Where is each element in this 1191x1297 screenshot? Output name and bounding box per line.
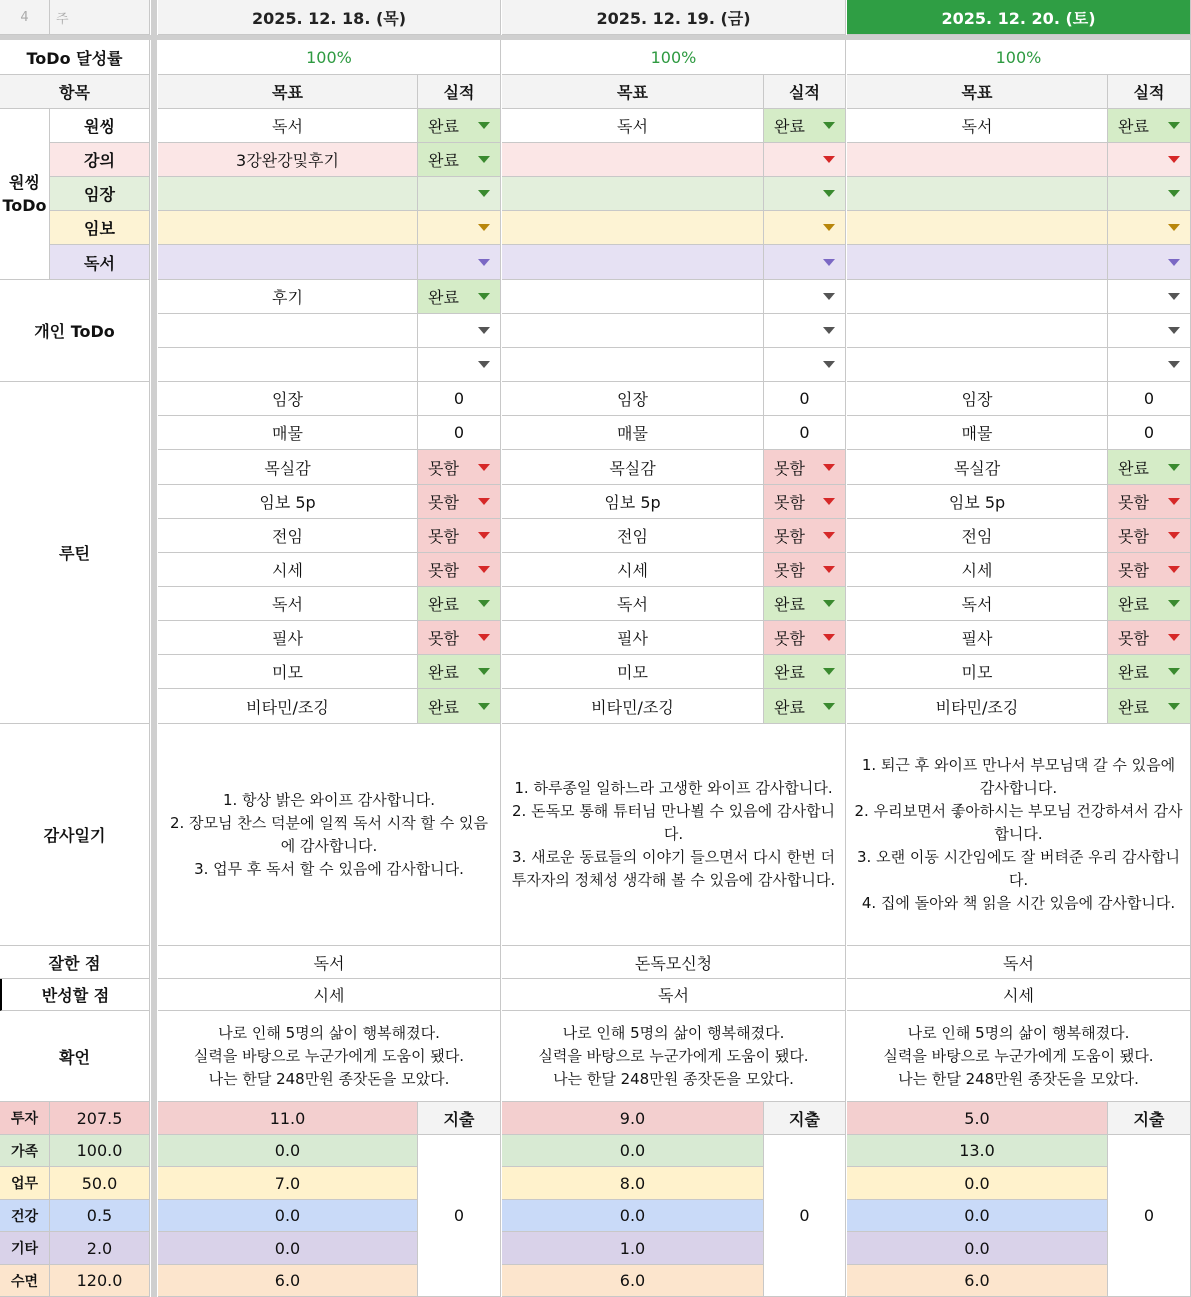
onesing-result-dropdown[interactable] — [1108, 143, 1191, 177]
good-label: 잘한 점 — [0, 946, 150, 979]
dropdown-value: 못함 — [1118, 629, 1149, 648]
personal-goal[interactable]: 후기 — [158, 280, 418, 314]
routine-result-dropdown[interactable] — [418, 450, 501, 485]
routine-name: 임장 — [502, 382, 764, 416]
routine-name: 임보 5p — [158, 485, 418, 519]
routine-name: 매물 — [847, 416, 1108, 450]
dropdown-value: 못함 — [1118, 561, 1149, 580]
routine-name: 비타민/조깅 — [158, 689, 418, 724]
personal-result-dropdown[interactable] — [764, 314, 846, 348]
time-category-total: 100.0 — [50, 1135, 150, 1167]
onesing-category: 임장 — [50, 177, 150, 211]
personal-result-dropdown[interactable] — [418, 280, 501, 314]
personal-goal[interactable] — [847, 348, 1108, 382]
routine-result-dropdown[interactable] — [418, 621, 501, 655]
dropdown-arrow-icon[interactable] — [1168, 703, 1180, 710]
time-value[interactable]: 6.0 — [502, 1265, 764, 1297]
time-value[interactable]: 0.0 — [847, 1232, 1108, 1265]
dropdown-value: 못함 — [774, 527, 805, 546]
achievement-percent: 100% — [158, 40, 501, 75]
onesing-result-dropdown[interactable] — [764, 143, 846, 177]
personal-goal[interactable] — [502, 348, 764, 382]
onesing-result-dropdown[interactable] — [418, 177, 501, 211]
routine-name: 미모 — [158, 655, 418, 689]
dropdown-arrow-icon[interactable] — [1168, 224, 1180, 231]
good-point[interactable]: 돈독모신청 — [502, 946, 846, 979]
affirm-label: 확언 — [0, 1011, 150, 1102]
dropdown-arrow-icon[interactable] — [478, 293, 490, 300]
routine-name: 필사 — [847, 621, 1108, 655]
dropdown-arrow-icon[interactable] — [478, 190, 490, 197]
dropdown-value: 완료 — [774, 663, 805, 682]
time-value[interactable]: 0.0 — [502, 1200, 764, 1232]
dropdown-arrow-icon[interactable] — [1168, 156, 1180, 163]
time-value[interactable]: 0.0 — [502, 1135, 764, 1167]
gratitude-label: 감사일기 — [0, 724, 150, 946]
onesing-result-dropdown[interactable] — [418, 211, 501, 245]
onesing-goal[interactable] — [847, 211, 1108, 245]
dropdown-value: 완료 — [774, 697, 805, 717]
personal-goal[interactable] — [847, 280, 1108, 314]
personal-result-dropdown[interactable] — [764, 280, 846, 314]
routine-name: 필사 — [158, 621, 418, 655]
routine-name: 필사 — [502, 621, 764, 655]
time-value[interactable]: 0.0 — [847, 1200, 1108, 1232]
dropdown-arrow-icon[interactable] — [478, 498, 490, 505]
routine-result-dropdown[interactable] — [764, 485, 846, 519]
dropdown-value: 못함 — [774, 561, 805, 580]
time-category-total: 120.0 — [50, 1265, 150, 1297]
dropdown-value: 못함 — [428, 493, 459, 512]
expense-label: 지출 — [1108, 1102, 1191, 1135]
dropdown-arrow-icon[interactable] — [1168, 293, 1180, 300]
dropdown-value: 완료 — [428, 151, 459, 170]
dropdown-arrow-icon[interactable] — [478, 566, 490, 573]
time-value[interactable]: 7.0 — [158, 1167, 418, 1200]
dropdown-value: 완료 — [428, 288, 459, 307]
dropdown-arrow-icon[interactable] — [823, 532, 835, 539]
onesing-goal[interactable] — [502, 245, 764, 280]
onesing-category: 원씽 — [50, 109, 150, 143]
time-value[interactable]: 1.0 — [502, 1232, 764, 1265]
achievement-label: ToDo 달성률 — [0, 40, 150, 75]
routine-result-dropdown[interactable] — [418, 587, 501, 621]
time-category-label: 업무 — [0, 1167, 50, 1200]
onesing-goal[interactable]: 독서 — [158, 109, 418, 143]
routine-result-dropdown[interactable] — [764, 655, 846, 689]
dropdown-arrow-icon[interactable] — [823, 498, 835, 505]
dropdown-value: 완료 — [774, 117, 805, 136]
result-header: 실적 — [1108, 75, 1191, 109]
dropdown-value: 못함 — [1118, 493, 1149, 512]
routine-result-dropdown[interactable] — [764, 587, 846, 621]
onesing-goal[interactable] — [502, 211, 764, 245]
time-category-label: 투자 — [0, 1102, 50, 1135]
onesing-goal[interactable]: 독서 — [502, 109, 764, 143]
time-category-total: 207.5 — [50, 1102, 150, 1135]
routine-result-dropdown[interactable] — [1108, 621, 1191, 655]
routine-result-dropdown[interactable] — [1108, 553, 1191, 587]
dropdown-arrow-icon[interactable] — [478, 122, 490, 129]
time-value[interactable]: 8.0 — [502, 1167, 764, 1200]
dropdown-value: 완료 — [428, 697, 459, 717]
personal-goal[interactable] — [158, 348, 418, 382]
onesing-goal[interactable] — [158, 245, 418, 280]
time-category-label: 가족 — [0, 1135, 50, 1167]
personal-result-dropdown[interactable] — [418, 314, 501, 348]
routine-name: 시세 — [158, 553, 418, 587]
dropdown-value: 완료 — [1118, 697, 1149, 717]
time-value[interactable]: 0.0 — [158, 1200, 418, 1232]
dropdown-value: 완료 — [1118, 663, 1149, 682]
dropdown-arrow-icon[interactable] — [1168, 634, 1180, 641]
onesing-category: 강의 — [50, 143, 150, 177]
dropdown-arrow-icon[interactable] — [823, 703, 835, 710]
routine-result-dropdown[interactable] — [418, 689, 501, 724]
dropdown-arrow-icon[interactable] — [478, 361, 490, 368]
date-header[interactable]: 2025. 12. 19. (금) — [502, 0, 846, 35]
routine-name: 미모 — [847, 655, 1108, 689]
onesing-result-dropdown[interactable] — [764, 177, 846, 211]
dropdown-value: 완료 — [428, 117, 459, 136]
good-point[interactable]: 독서 — [847, 946, 1191, 979]
dropdown-arrow-icon[interactable] — [823, 464, 835, 471]
time-value[interactable]: 0.0 — [158, 1232, 418, 1265]
dropdown-arrow-icon[interactable] — [1168, 327, 1180, 334]
week-number: 4 — [0, 0, 50, 35]
goal-header: 목표 — [847, 75, 1108, 109]
dropdown-value: 못함 — [774, 458, 805, 478]
routine-name: 비타민/조깅 — [847, 689, 1108, 724]
dropdown-arrow-icon[interactable] — [823, 156, 835, 163]
onesing-todo-label: 원씽 ToDo — [0, 109, 50, 280]
routine-name: 임장 — [158, 382, 418, 416]
routine-name: 비타민/조깅 — [502, 689, 764, 724]
dropdown-value: 못함 — [774, 629, 805, 648]
dropdown-value: 못함 — [428, 527, 459, 546]
dropdown-arrow-icon[interactable] — [823, 224, 835, 231]
dropdown-value: 못함 — [428, 629, 459, 648]
dropdown-arrow-icon[interactable] — [478, 259, 490, 266]
time-category-label: 건강 — [0, 1200, 50, 1232]
time-value[interactable]: 5.0 — [847, 1102, 1108, 1135]
dropdown-arrow-icon[interactable] — [1168, 566, 1180, 573]
routine-label: 루틴 — [0, 382, 150, 724]
expense-value[interactable]: 0 — [764, 1135, 846, 1297]
time-value[interactable]: 6.0 — [847, 1265, 1108, 1297]
affirmation[interactable]: 나로 인해 5명의 삶이 행복해졌다. 실력을 바탕으로 누군가에게 도움이 됐다. 나는 한달 248만원 종잣돈을 모았다. — [158, 1011, 501, 1102]
onesing-goal[interactable]: 독서 — [847, 109, 1108, 143]
time-value[interactable]: 0.0 — [158, 1135, 418, 1167]
onesing-goal[interactable] — [847, 143, 1108, 177]
routine-result-dropdown[interactable] — [764, 621, 846, 655]
dropdown-value: 완료 — [1118, 117, 1149, 136]
routine-result-dropdown[interactable] — [418, 655, 501, 689]
onesing-result-dropdown[interactable] — [1108, 245, 1191, 280]
dropdown-arrow-icon[interactable] — [478, 532, 490, 539]
dropdown-arrow-icon[interactable] — [823, 122, 835, 129]
dropdown-value: 완료 — [1118, 458, 1149, 478]
item-header: 항목 — [0, 75, 150, 109]
onesing-result-dropdown[interactable] — [764, 211, 846, 245]
routine-count[interactable]: 0 — [418, 382, 501, 416]
dropdown-arrow-icon[interactable] — [823, 361, 835, 368]
dropdown-arrow-icon[interactable] — [823, 600, 835, 607]
routine-name: 전임 — [847, 519, 1108, 553]
personal-todo-label: 개인 ToDo — [0, 280, 150, 382]
reflect-point[interactable]: 독서 — [502, 979, 846, 1011]
routine-name: 임보 5p — [502, 485, 764, 519]
time-category-total: 0.5 — [50, 1200, 150, 1232]
time-value[interactable]: 0.0 — [847, 1167, 1108, 1200]
dropdown-arrow-icon[interactable] — [823, 668, 835, 675]
dropdown-arrow-icon[interactable] — [823, 566, 835, 573]
dropdown-value: 완료 — [1118, 595, 1149, 614]
personal-result-dropdown[interactable] — [1108, 280, 1191, 314]
gratitude-journal[interactable]: 1. 항상 밝은 와이프 감사합니다. 2. 장모님 찬스 덕분에 일찍 독서 시작 할 수 있음에 감사합니다. 3. 업무 후 독서 할 수 있음에 감사합니다. — [158, 724, 501, 946]
onesing-result-dropdown[interactable] — [1108, 211, 1191, 245]
personal-result-dropdown[interactable] — [418, 348, 501, 382]
onesing-result-dropdown[interactable] — [764, 245, 846, 280]
affirmation[interactable]: 나로 인해 5명의 삶이 행복해졌다. 실력을 바탕으로 누군가에게 도움이 됐다. 나는 한달 248만원 종잣돈을 모았다. — [847, 1011, 1191, 1102]
routine-count[interactable]: 0 — [764, 382, 846, 416]
expense-label: 지출 — [418, 1102, 501, 1135]
date-header[interactable]: 2025. 12. 18. (목) — [158, 0, 501, 35]
dropdown-arrow-icon[interactable] — [478, 703, 490, 710]
routine-result-dropdown[interactable] — [1108, 689, 1191, 724]
routine-result-dropdown[interactable] — [1108, 485, 1191, 519]
routine-name: 목실감 — [847, 450, 1108, 485]
routine-name: 매물 — [158, 416, 418, 450]
reflect-point[interactable]: 시세 — [847, 979, 1191, 1011]
routine-result-dropdown[interactable] — [1108, 519, 1191, 553]
routine-name: 독서 — [158, 587, 418, 621]
time-category-total: 2.0 — [50, 1232, 150, 1265]
week-label: 주 — [50, 0, 150, 35]
gratitude-journal[interactable]: 1. 퇴근 후 와이프 만나서 부모님댁 갈 수 있음에 감사합니다. 2. 우리보면서 좋아하시는 부모님 건강하셔서 감사합니다. 3. 오랜 이동 시간임에도 잘 버텨준 우리 감사합니다. 4. 집에 돌아와 책 읽을 시간 있음에 감사합니다. — [847, 724, 1191, 946]
onesing-goal[interactable] — [847, 245, 1108, 280]
dropdown-arrow-icon[interactable] — [478, 464, 490, 471]
dropdown-arrow-icon[interactable] — [1168, 122, 1180, 129]
routine-result-dropdown[interactable] — [1108, 587, 1191, 621]
onesing-goal[interactable] — [502, 177, 764, 211]
reflect-label: 반성할 점 — [0, 979, 150, 1011]
routine-name: 시세 — [847, 553, 1108, 587]
dropdown-value: 못함 — [428, 458, 459, 478]
onesing-goal[interactable] — [158, 211, 418, 245]
dropdown-arrow-icon[interactable] — [478, 327, 490, 334]
dropdown-arrow-icon[interactable] — [823, 293, 835, 300]
routine-name: 독서 — [502, 587, 764, 621]
time-value[interactable]: 13.0 — [847, 1135, 1108, 1167]
routine-count[interactable]: 0 — [1108, 382, 1191, 416]
personal-result-dropdown[interactable] — [1108, 348, 1191, 382]
expense-value[interactable]: 0 — [1108, 1135, 1191, 1297]
routine-name: 미모 — [502, 655, 764, 689]
time-value[interactable]: 11.0 — [158, 1102, 418, 1135]
dropdown-arrow-icon[interactable] — [823, 327, 835, 334]
dropdown-arrow-icon[interactable] — [1168, 361, 1180, 368]
dropdown-arrow-icon[interactable] — [1168, 464, 1180, 471]
dropdown-value: 완료 — [428, 595, 459, 614]
dropdown-arrow-icon[interactable] — [478, 634, 490, 641]
dropdown-value: 못함 — [1118, 527, 1149, 546]
good-point[interactable]: 독서 — [158, 946, 501, 979]
expense-label: 지출 — [764, 1102, 846, 1135]
dropdown-arrow-icon[interactable] — [1168, 259, 1180, 266]
onesing-result-dropdown[interactable] — [1108, 109, 1191, 143]
routine-name: 임장 — [847, 382, 1108, 416]
routine-name: 전임 — [502, 519, 764, 553]
routine-result-dropdown[interactable] — [418, 485, 501, 519]
result-header: 실적 — [418, 75, 501, 109]
routine-result-dropdown[interactable] — [764, 553, 846, 587]
routine-result-dropdown[interactable] — [1108, 450, 1191, 485]
onesing-category: 독서 — [50, 245, 150, 280]
achievement-percent: 100% — [847, 40, 1191, 75]
onesing-result-dropdown[interactable] — [418, 245, 501, 280]
dropdown-arrow-icon[interactable] — [478, 668, 490, 675]
routine-name: 독서 — [847, 587, 1108, 621]
personal-result-dropdown[interactable] — [1108, 314, 1191, 348]
achievement-percent: 100% — [502, 40, 846, 75]
time-category-total: 50.0 — [50, 1167, 150, 1200]
dropdown-value: 못함 — [774, 493, 805, 512]
routine-name: 시세 — [502, 553, 764, 587]
routine-count[interactable]: 0 — [764, 416, 846, 450]
dropdown-arrow-icon[interactable] — [478, 156, 490, 163]
onesing-result-dropdown[interactable] — [1108, 177, 1191, 211]
personal-goal[interactable] — [502, 280, 764, 314]
date-header[interactable]: 2025. 12. 20. (토) — [847, 0, 1191, 35]
onesing-result-dropdown[interactable] — [418, 143, 501, 177]
personal-result-dropdown[interactable] — [764, 348, 846, 382]
dropdown-value: 못함 — [428, 561, 459, 580]
expense-value[interactable]: 0 — [418, 1135, 501, 1297]
routine-result-dropdown[interactable] — [764, 519, 846, 553]
routine-result-dropdown[interactable] — [418, 519, 501, 553]
dropdown-arrow-icon[interactable] — [823, 190, 835, 197]
gratitude-journal[interactable]: 1. 하루종일 일하느라 고생한 와이프 감사합니다. 2. 돈독모 통해 튜터님 만나뵐 수 있음에 감사합니다. 3. 새로운 동료들의 이야기 들으면서 다시 한번 더 투자자의 정체성 생각해 볼 수 있음에 감사합니다. — [502, 724, 846, 946]
onesing-result-dropdown[interactable] — [764, 109, 846, 143]
routine-name: 전임 — [158, 519, 418, 553]
routine-name: 임보 5p — [847, 485, 1108, 519]
dropdown-arrow-icon[interactable] — [823, 259, 835, 266]
goal-header: 목표 — [502, 75, 764, 109]
dropdown-arrow-icon[interactable] — [1168, 190, 1180, 197]
dropdown-arrow-icon[interactable] — [1168, 668, 1180, 675]
routine-name: 매물 — [502, 416, 764, 450]
onesing-result-dropdown[interactable] — [418, 109, 501, 143]
onesing-category: 임보 — [50, 211, 150, 245]
routine-result-dropdown[interactable] — [418, 553, 501, 587]
routine-name: 목실감 — [158, 450, 418, 485]
onesing-goal[interactable] — [847, 177, 1108, 211]
routine-name: 목실감 — [502, 450, 764, 485]
time-value[interactable]: 9.0 — [502, 1102, 764, 1135]
goal-header: 목표 — [158, 75, 418, 109]
routine-count[interactable]: 0 — [418, 416, 501, 450]
personal-goal[interactable] — [847, 314, 1108, 348]
routine-result-dropdown[interactable] — [764, 689, 846, 724]
result-header: 실적 — [764, 75, 846, 109]
routine-result-dropdown[interactable] — [764, 450, 846, 485]
personal-goal[interactable] — [502, 314, 764, 348]
dropdown-arrow-icon[interactable] — [1168, 498, 1180, 505]
dropdown-arrow-icon[interactable] — [1168, 600, 1180, 607]
time-category-label: 수면 — [0, 1265, 50, 1297]
dropdown-arrow-icon[interactable] — [1168, 532, 1180, 539]
column-separator — [151, 0, 157, 1297]
affirmation[interactable]: 나로 인해 5명의 삶이 행복해졌다. 실력을 바탕으로 누군가에게 도움이 됐다. 나는 한달 248만원 종잣돈을 모았다. — [502, 1011, 846, 1102]
routine-result-dropdown[interactable] — [1108, 655, 1191, 689]
time-category-label: 기타 — [0, 1232, 50, 1265]
personal-goal[interactable] — [158, 314, 418, 348]
onesing-goal[interactable] — [158, 177, 418, 211]
dropdown-arrow-icon[interactable] — [823, 634, 835, 641]
time-value[interactable]: 6.0 — [158, 1265, 418, 1297]
dropdown-value: 완료 — [428, 663, 459, 682]
onesing-goal[interactable] — [502, 143, 764, 177]
onesing-goal[interactable]: 3강완강및후기 — [158, 143, 418, 177]
reflect-point[interactable]: 시세 — [158, 979, 501, 1011]
dropdown-arrow-icon[interactable] — [478, 600, 490, 607]
dropdown-arrow-icon[interactable] — [478, 224, 490, 231]
dropdown-value: 완료 — [774, 595, 805, 614]
routine-count[interactable]: 0 — [1108, 416, 1191, 450]
